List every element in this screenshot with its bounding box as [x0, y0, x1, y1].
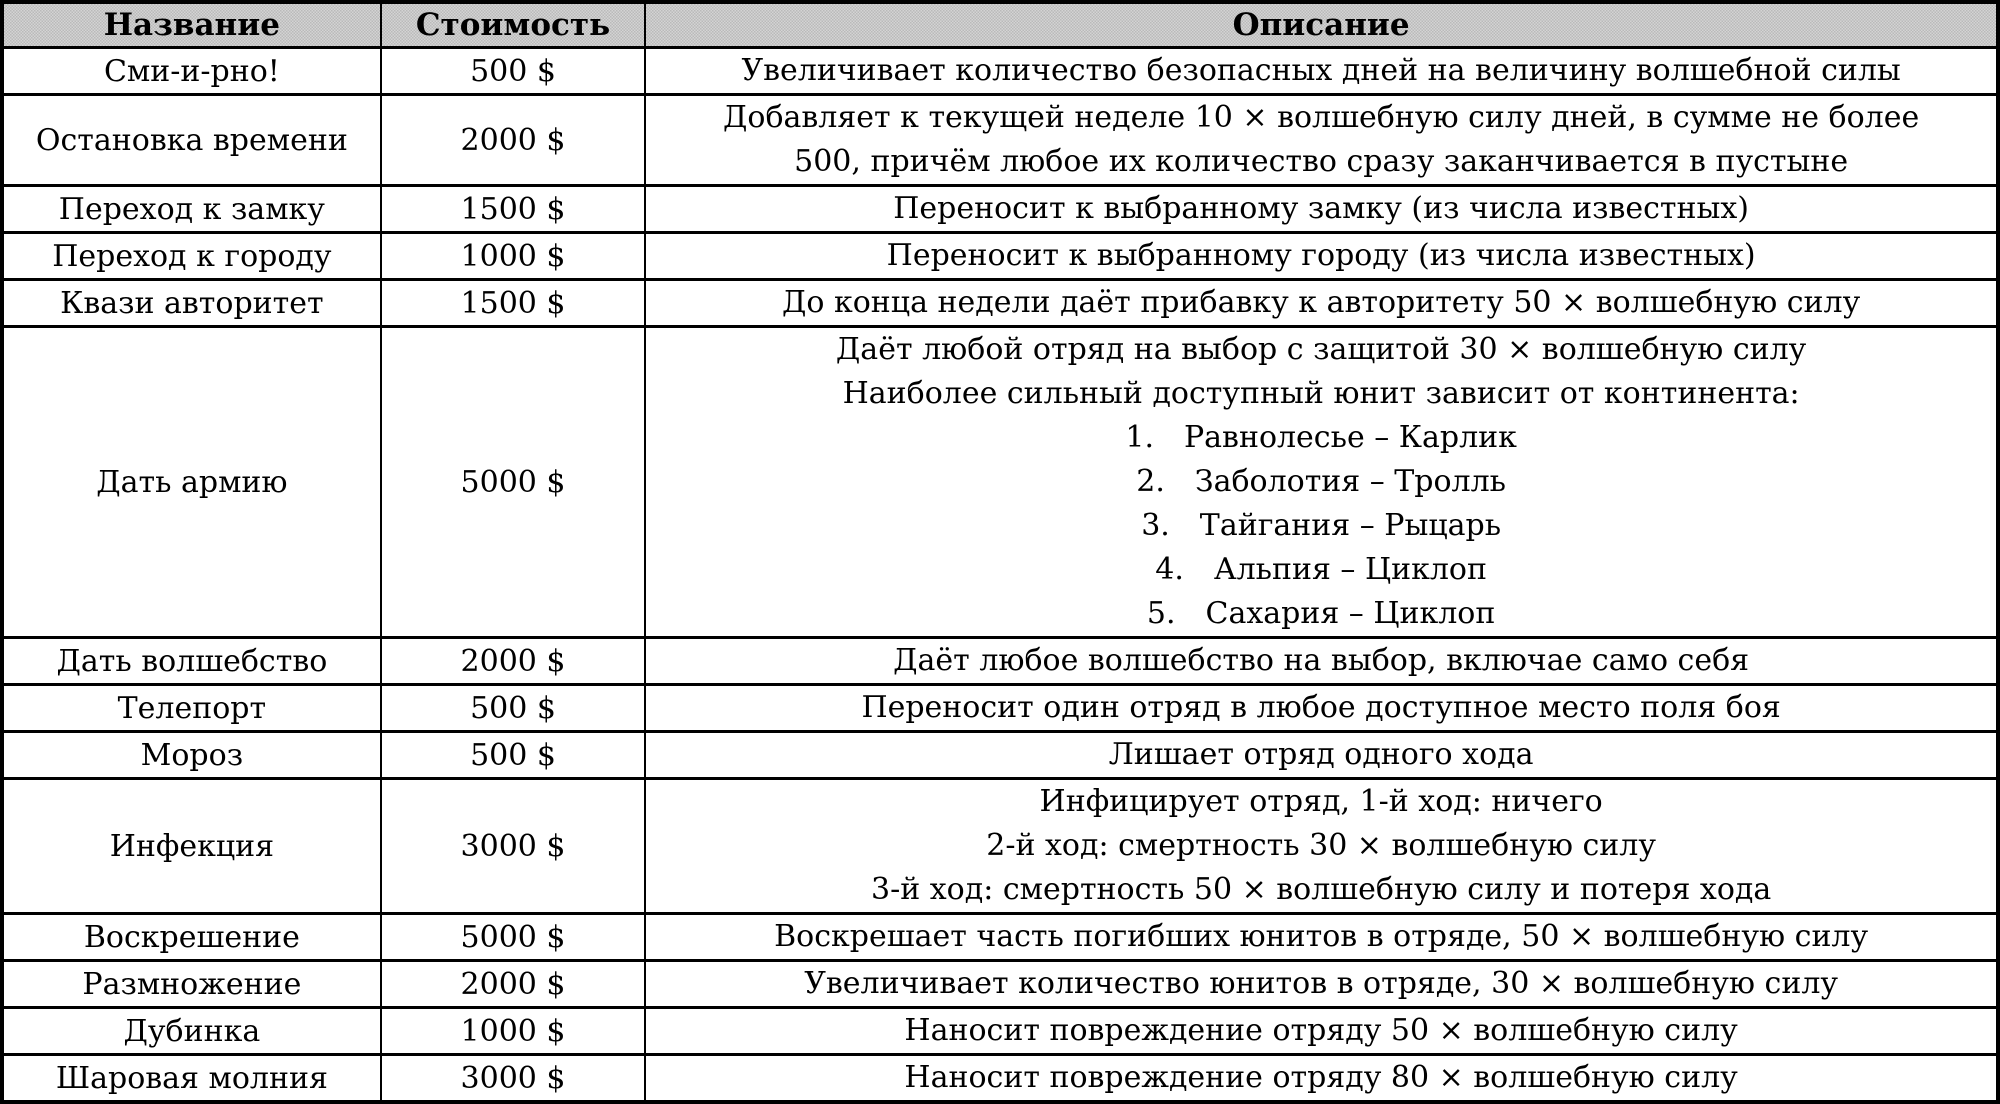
- spell-description: [645, 961, 1998, 1008]
- spell-cost: 1000 $: [381, 233, 646, 280]
- table-header: [2, 2, 1998, 48]
- spell-name: Дать волшебство: [2, 638, 381, 685]
- spell-name: Сми-и-рно!: [2, 48, 381, 95]
- spell-cost: 500 $: [381, 732, 646, 779]
- table-row: [2, 186, 1998, 233]
- spell-name: Остановка времени: [2, 95, 381, 186]
- spell-cost: 3000 $: [381, 1055, 646, 1103]
- description-line: Даёт любое волшебство на выбор, включае само себя: [893, 643, 1750, 678]
- spell-description: [645, 685, 1998, 732]
- spell-description: [645, 779, 1998, 914]
- header-name: Название: [2, 2, 381, 48]
- description-line: Наносит повреждение отряду 50 × волшебную силу: [904, 1013, 1738, 1048]
- spell-cost: 500 $: [381, 48, 646, 95]
- header-row: [2, 2, 1998, 48]
- spell-description: [645, 732, 1998, 779]
- table-row: [2, 685, 1998, 732]
- table-row: [2, 48, 1998, 95]
- description-line: 500, причём любое их количество сразу заканчивается в пустыне: [794, 144, 1849, 179]
- spell-cost: 5000 $: [381, 914, 646, 961]
- table-row: [2, 233, 1998, 280]
- table-row: [2, 280, 1998, 327]
- table-row: [2, 95, 1998, 186]
- spell-cost: 500 $: [381, 685, 646, 732]
- description-line: Увеличивает количество юнитов в отряде, 30 × волшебную силу: [804, 966, 1839, 1001]
- spell-cost: 1000 $: [381, 1008, 646, 1055]
- table-row: [2, 961, 1998, 1008]
- spell-cost: 1500 $: [381, 280, 646, 327]
- description-line: Переносит к выбранному городу (из числа известных): [886, 238, 1756, 273]
- description-line: До конца недели даёт прибавку к авторитету 50 × волшебную силу: [782, 285, 1861, 320]
- table-row: [2, 914, 1998, 961]
- table-row: [2, 732, 1998, 779]
- description-line: 1. Равнолесье – Карлик: [1125, 420, 1517, 455]
- table-row: [2, 779, 1998, 914]
- spell-name: Дать армию: [2, 327, 381, 638]
- description-line: Переносит к выбранному замку (из числа известных): [893, 191, 1750, 226]
- description-line: 2. Заболотия – Тролль: [1136, 464, 1507, 499]
- spell-name: Дубинка: [2, 1008, 381, 1055]
- spell-cost: 2000 $: [381, 638, 646, 685]
- spell-cost: 2000 $: [381, 95, 646, 186]
- table-row: [2, 327, 1998, 638]
- description-line: Даёт любой отряд на выбор с защитой 30 × волшебную силу: [835, 332, 1807, 367]
- spell-description: [645, 186, 1998, 233]
- description-line: 4. Альпия – Циклоп: [1155, 552, 1487, 587]
- spell-description: [645, 95, 1998, 186]
- table-row: [2, 638, 1998, 685]
- spell-description: [645, 638, 1998, 685]
- spell-cost: 1500 $: [381, 186, 646, 233]
- description-line: 3. Тайгания – Рыцарь: [1141, 508, 1502, 543]
- spell-name: Квази авторитет: [2, 280, 381, 327]
- spell-description: [645, 280, 1998, 327]
- description-line: 5. Сахария – Циклоп: [1146, 596, 1496, 631]
- spell-cost: 2000 $: [381, 961, 646, 1008]
- spell-name: Шаровая молния: [2, 1055, 381, 1103]
- description-line: Переносит один отряд в любое доступное место поля боя: [861, 690, 1781, 725]
- spell-description: [645, 1008, 1998, 1055]
- spell-name: Телепорт: [2, 685, 381, 732]
- description-line: Наиболее сильный доступный юнит зависит от континента:: [842, 376, 1800, 411]
- description-line: 3-й ход: смертность 50 × волшебную силу и потеря хода: [871, 872, 1772, 907]
- description-line: Инфицирует отряд, 1-й ход: ничего: [1039, 784, 1603, 819]
- spell-name: Переход к городу: [2, 233, 381, 280]
- description-line: Воскрешает часть погибших юнитов в отряде, 50 × волшебную силу: [774, 919, 1869, 954]
- spell-description: [645, 914, 1998, 961]
- spell-name: Воскрешение: [2, 914, 381, 961]
- description-line: Добавляет к текущей неделе 10 × волшебную силу дней, в сумме не более: [723, 100, 1920, 135]
- table-row: [2, 1055, 1998, 1103]
- header-description: Описание: [645, 2, 1998, 48]
- header-cost: Стоимость: [381, 2, 646, 48]
- description-line: 2-й ход: смертность 30 × волшебную силу: [986, 828, 1657, 863]
- spell-cost: 5000 $: [381, 327, 646, 638]
- spell-description: [645, 48, 1998, 95]
- spell-name: Инфекция: [2, 779, 381, 914]
- table-row: [2, 1008, 1998, 1055]
- spell-cost: 3000 $: [381, 779, 646, 914]
- spell-name: Мороз: [2, 732, 381, 779]
- spell-description: [645, 233, 1998, 280]
- spell-name: Размножение: [2, 961, 381, 1008]
- description-line: Наносит повреждение отряду 80 × волшебную силу: [904, 1060, 1738, 1095]
- spell-description: [645, 1055, 1998, 1103]
- table-body: [2, 48, 1998, 1103]
- description-line: Лишает отряд одного хода: [1108, 737, 1534, 772]
- description-line: Увеличивает количество безопасных дней на величину волшебной силы: [741, 53, 1901, 88]
- spell-description: [645, 327, 1998, 638]
- spell-name: Переход к замку: [2, 186, 381, 233]
